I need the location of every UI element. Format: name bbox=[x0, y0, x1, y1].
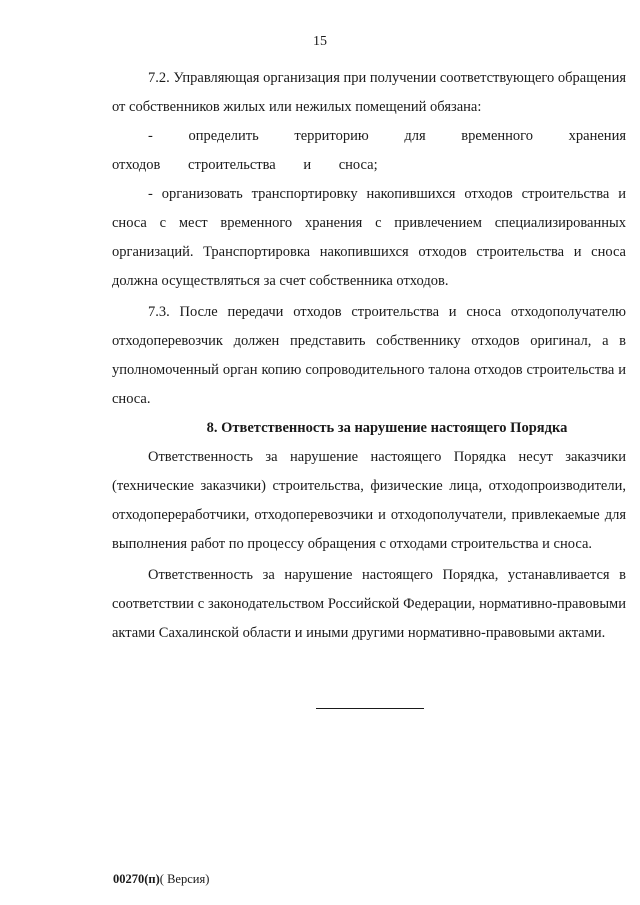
paragraph-7-2: 7.2. Управляющая организация при получении соответствующего обращения от собственников жилых или нежилых помещений обязана: bbox=[112, 70, 626, 115]
document-code: 00270(п) bbox=[113, 872, 160, 886]
page-number: 15 bbox=[313, 34, 327, 49]
document-version: ( Версия) bbox=[159, 872, 210, 886]
paragraph-8-responsibility: Ответственность за нарушение настоящего Порядка несут заказчики (технические заказчики) строительства, физические лица, отходопроизводители, отходопереработчики, отходоперевозчики и отходополучатели, привлекаемые для выполнения работ по процессу обращения с отходами строительства и сноса. bbox=[112, 449, 626, 552]
end-divider-line bbox=[316, 708, 424, 709]
paragraph-8-legislation: Ответственность за нарушение настоящего Порядка, устанавливается в соответствии с законодательством Российской Федерации, нормативно-правовыми актами Сахалинской области и иными другими нормативно-правовыми актами. bbox=[112, 567, 626, 641]
document-body bbox=[112, 64, 626, 648]
paragraph-dash-organize-transport: - организовать транспортировку накопившихся отходов строительства и сноса с мест временного хранения с привлечением специализированных организаций. Транспортировка накопившихся отходов строительства и сноса должна осуществляться за счет собственника отходов. bbox=[112, 186, 626, 289]
section-8-title: 8. Ответственность за нарушение настоящего Порядка bbox=[206, 420, 568, 436]
paragraph-7-3: 7.3. После передачи отходов строительства и сноса отходополучателю отходоперевозчик должен представить собственнику отходов оригинал, а в уполномоченный орган копию сопроводительного талона отходов строительства и сноса. bbox=[112, 304, 626, 407]
footer bbox=[113, 872, 209, 887]
paragraph-dash-define-territory: - определить территорию для временного хранения отходов строительства и сноса; bbox=[112, 128, 626, 173]
